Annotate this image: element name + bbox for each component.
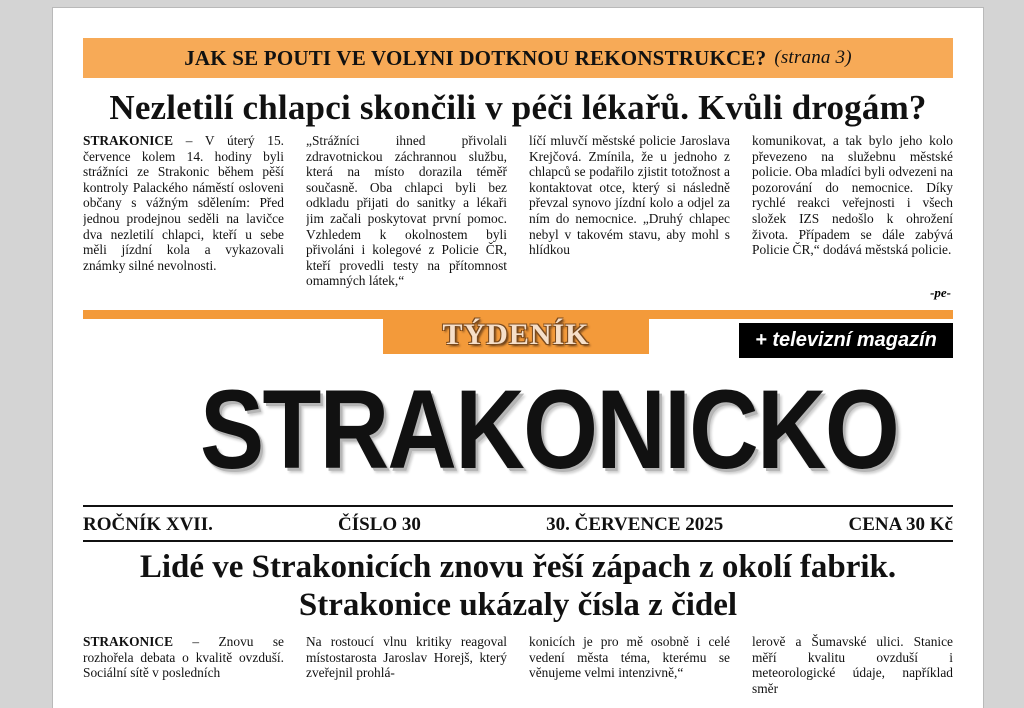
teaser-page-ref: (strana 3) bbox=[774, 47, 852, 68]
article2-text-2: Na rostoucí vlnu kritiky reagoval místostarosta Jaroslav Horejš, který zveřejnil prohlá- bbox=[306, 634, 507, 681]
article2-text-4: lerově a Šumavské ulici. Stanice měří kvalitu ovzduší i meteorologické údaje, například směr bbox=[752, 634, 953, 696]
info-rule-top bbox=[83, 505, 953, 507]
info-rule-bottom bbox=[83, 540, 953, 542]
masthead-title: STRAKONICKO bbox=[199, 366, 899, 492]
article2-body bbox=[83, 634, 953, 704]
article2-column-1 bbox=[83, 634, 284, 704]
article2-title-line2: Strakonice ukázaly čísla z čidel bbox=[298, 587, 738, 623]
article2-title bbox=[53, 548, 983, 624]
teaser-headline: JAK SE POUTI VE VOLYNI DOTKNOU REKONSTRUKCE? bbox=[184, 45, 767, 70]
article1-column-4 bbox=[752, 133, 953, 305]
article2-column-4 bbox=[752, 634, 953, 704]
article1-dateline: STRAKONICE bbox=[83, 133, 174, 148]
article1-column-2 bbox=[306, 133, 507, 305]
newspaper-page bbox=[52, 7, 984, 708]
article2-text-3: konicích je pro mě osobně i celé vedení města téma, kterému se věnujeme velmi intenzivně,“ bbox=[529, 634, 730, 681]
article1-text-3: líčí mluvčí městské policie Jaroslava Krejčová. Zmínila, že u jednoho z chlapců se podařilo zjistit totožnost a kontaktovat otce, který si následně převzal synovo jízdní kolo a odjel za ním do nemocnice. „Druhý chlapec nebyl v takovém stavu, aby mohl s hlídkou bbox=[529, 133, 730, 258]
article1-column-3 bbox=[529, 133, 730, 305]
article1-text-1: – V úterý 15. července kolem 14. hodiny byli strážníci ze Strakonic během pěší kontroly Palackého náměstí osloveni občany s vážným sdělením: Před jednou prodejnou seděli na lavičce dva nezletilí chlapci, kteří u sebe měli jízdní kola a vykazovali známky silné nevolnosti. bbox=[83, 133, 284, 273]
issue-info-bar bbox=[83, 512, 953, 538]
article1-text-2: „Strážníci ihned přivolali zdravotnickou záchrannou službu, která na místo dorazila téměř současně. Oba chlapci byli bez odkladu přijati do sanitky a lékaři jim začali poskytovat první pomoc. Vzhledem k okolnostem byli přivoláni i kolegové z Policie ČR, kteří provedli testy na přítomnost omamných látek,“ bbox=[306, 133, 507, 289]
issue-number: ČÍSLO 30 bbox=[338, 514, 421, 535]
tv-supplement-badge: + televizní magazín bbox=[739, 323, 953, 358]
article2-text-1: – Znovu se rozhořela debata o kvalitě ovzduší. Sociální sítě v posledních bbox=[83, 634, 284, 681]
article1-body bbox=[83, 133, 953, 305]
weekly-label: TÝDENÍK bbox=[383, 316, 649, 354]
issue-volume: ROČNÍK XVII. bbox=[83, 514, 213, 535]
article2-column-2 bbox=[306, 634, 507, 704]
issue-price: CENA 30 Kč bbox=[848, 514, 953, 535]
teaser-banner bbox=[83, 38, 953, 78]
article2-title-line1: Lidé ve Strakonicích znovu řeší zápach z okolí fabrik. bbox=[139, 549, 897, 585]
article1-title: Nezletilí chlapci skončili v péči lékařů. Kvůli drogám? bbox=[109, 88, 927, 127]
issue-date: 30. ČERVENCE 2025 bbox=[546, 514, 724, 535]
article2-dateline: STRAKONICE bbox=[83, 634, 174, 649]
article1-author: -pe- bbox=[930, 285, 951, 300]
article1-column-1 bbox=[83, 133, 284, 305]
article1-text-4: komunikovat, a tak bylo jeho kolo převezeno na služebnu městské policie. Oba mladíci byli odvezeni na pozorování do nemocnice. Díky rychlé reakci veřejnosti i všech složek IZS nedošlo k ohrožení života. Případem se dále zabývá Policie ČR,“ dodává městská policie. bbox=[752, 133, 953, 258]
article2-column-3 bbox=[529, 634, 730, 704]
